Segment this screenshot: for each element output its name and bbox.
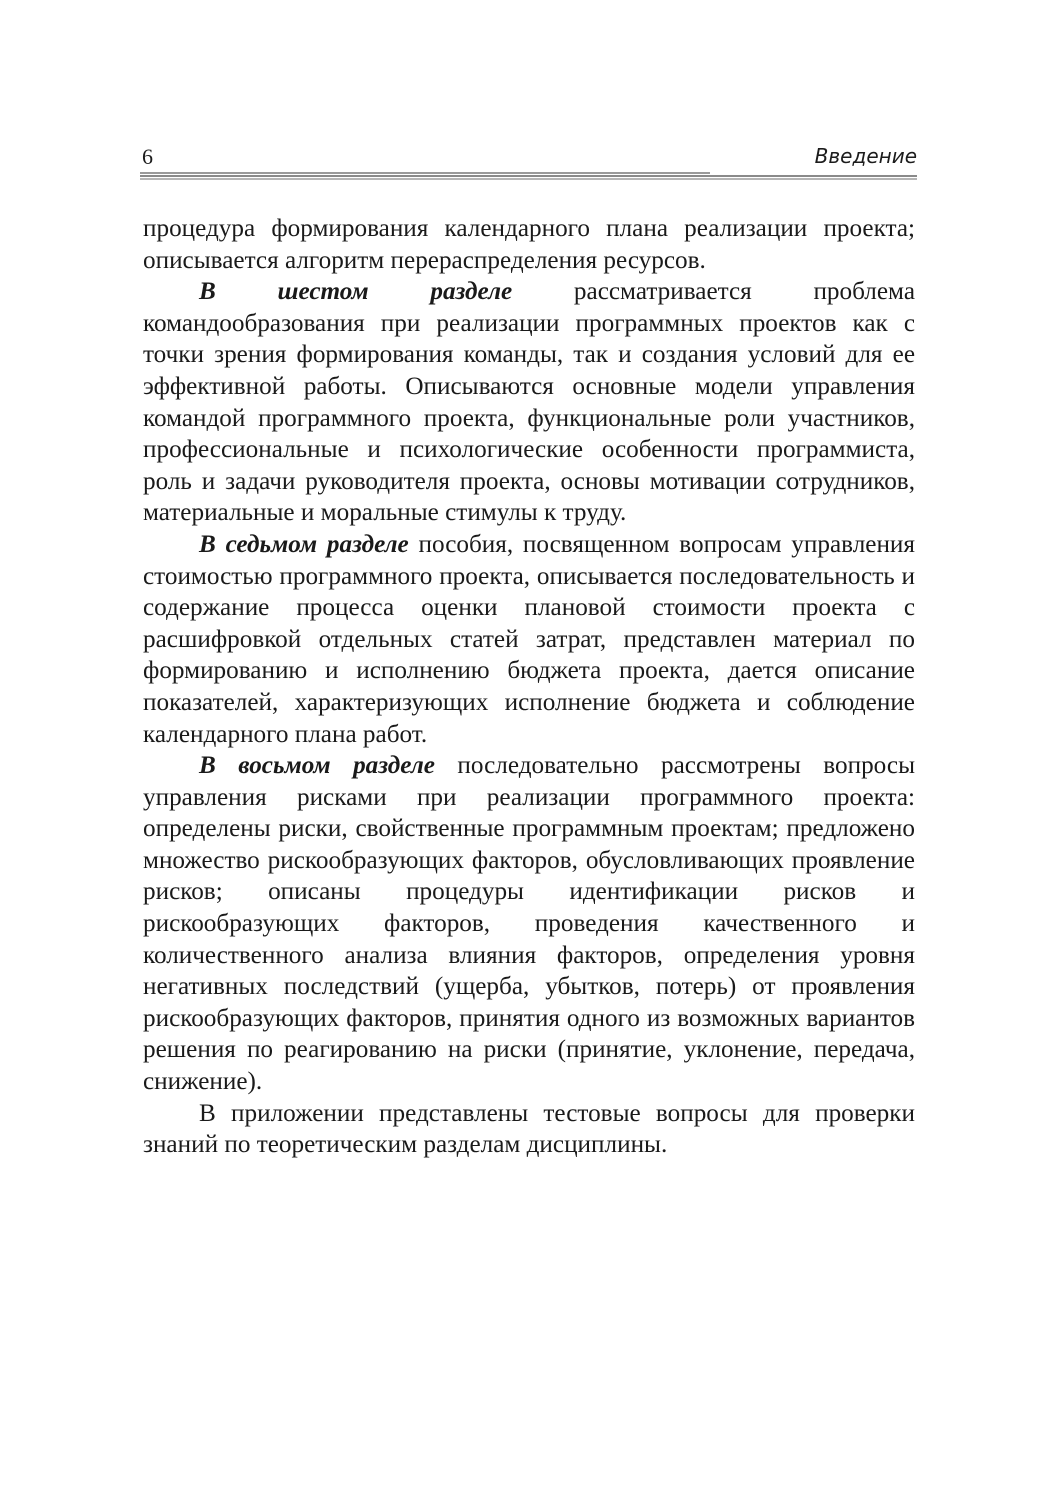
header-rule-line bbox=[140, 172, 710, 174]
paragraph-text: процедура формирования календарного плана реализации проекта; описывается алгоритм перераспределения ресурсов. bbox=[143, 215, 915, 274]
paragraph-appendix bbox=[143, 1098, 915, 1161]
paragraph-text: последовательно рассмотрены вопросы управления рисками при реализации программного проекта: определены риски, свойственные программным проектам; предложено множество рискообразующих факторов, обусловливающих проявление рисков; описаны процедуры идентификации рисков и рискообразующих факторов, проведения качественного и количественного анализа влияния факторов, определения уровня негативных последствий (ущерба, убытков, потерь) от проявления рискообразующих факторов, принятия одного из возможных вариантов решения по реагированию на риски (принятие, уклонение, передача, снижение). bbox=[143, 752, 915, 1096]
section-title: Введение bbox=[814, 144, 917, 168]
paragraph-continuation bbox=[143, 213, 915, 276]
header-rule bbox=[140, 172, 917, 180]
body-text bbox=[143, 213, 915, 1161]
paragraph-text: пособия, посвященном вопросам управления стоимостью программного проекта, описывается последовательность и содержание процесса оценки плановой стоимости проекта с расшифровкой отдельных статей затрат, представлен материал по формированию и исполнению бюджета проекта, дается описание показателей, характеризующих исполнение бюджета и соблюдение календарного плана работ. bbox=[143, 530, 915, 748]
paragraph-section-six bbox=[143, 276, 915, 529]
paragraph-text: рассматривается проблема командообразования при реализации программных проектов как с точки зрения формирования команды, так и создания условий для ее эффективной работы. Описываются основные модели управления командой программного проекта, функциональные роли участников, профессиональные и психологические особенности программиста, роль и задачи руководителя проекта, основы мотивации сотрудников, материальные и моральные стимулы к труду. bbox=[143, 278, 915, 527]
paragraph-text: В приложении представлены тестовые вопросы для проверки знаний по теоретическим разделам дисциплины. bbox=[143, 1099, 915, 1159]
page-number: 6 bbox=[142, 144, 153, 169]
header-rule-line bbox=[140, 175, 917, 177]
header-rule-line bbox=[140, 178, 917, 180]
paragraph-lead: В шестом разделе bbox=[199, 278, 513, 306]
paragraph-lead: В восьмом разделе bbox=[199, 752, 435, 780]
paragraph-section-seven bbox=[143, 529, 915, 750]
paragraph-lead: В седьмом разделе bbox=[199, 530, 409, 558]
paragraph-section-eight bbox=[143, 750, 915, 1098]
